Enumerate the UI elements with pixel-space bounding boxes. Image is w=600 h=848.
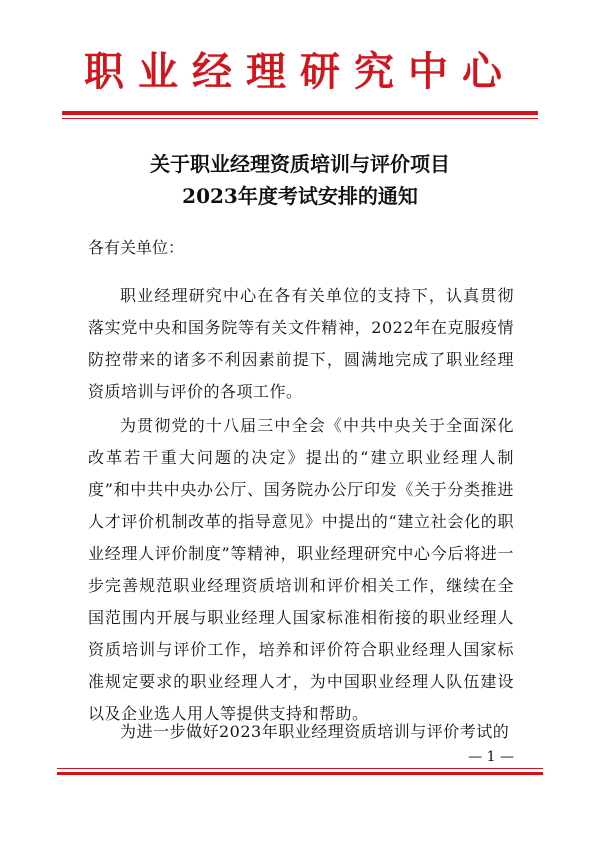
footer-rule-thin	[57, 768, 543, 769]
body-paragraph-2: 为贯彻党的十八届三中全会《中共中央关于全面深化改革若干重大问题的决定》提出的“建立职业经理人制度”和中共中央办公厅、国务院办公厅印发《关于分类推进人才评价机制改革的指导意见》中提出的“建立社会化的职业经理人评价制度”等精神，职业经理研究中心今后将进一步完善规范职业经理资质培训和评价相关工作，继续在全国范围内开展与职业经理人国家标准相衔接的职业经理人资质培训与评价工作，培养和评价符合职业经理人国家标准规定要求的职业经理人才，为中国职业经理人队伍建设以及企业选人用人等提供支持和帮助。	[88, 416, 514, 723]
header-rule-thick	[62, 111, 538, 115]
header-rule-thin	[62, 118, 538, 119]
footer-rule-thick	[57, 772, 543, 775]
organization-header: 职业经理研究中心	[84, 48, 516, 95]
page-number: — 1 —	[468, 749, 514, 765]
document-title-line-2: 2023年度考试安排的通知	[182, 184, 418, 208]
body-paragraph-3: 为进一步做好2023年职业经理资质培训与评价考试的	[120, 722, 510, 741]
salutation: 各有关单位：	[88, 238, 185, 257]
document-title-line-1: 关于职业经理资质培训与评价项目	[150, 152, 450, 176]
body-paragraph-1: 职业经理研究中心在各有关单位的支持下，认真贯彻落实党中央和国务院等有关文件精神，2022年在克服疫情防控带来的诸多不利因素前提下，圆满地完成了职业经理资质培训与评价的各项工作。	[88, 286, 514, 401]
